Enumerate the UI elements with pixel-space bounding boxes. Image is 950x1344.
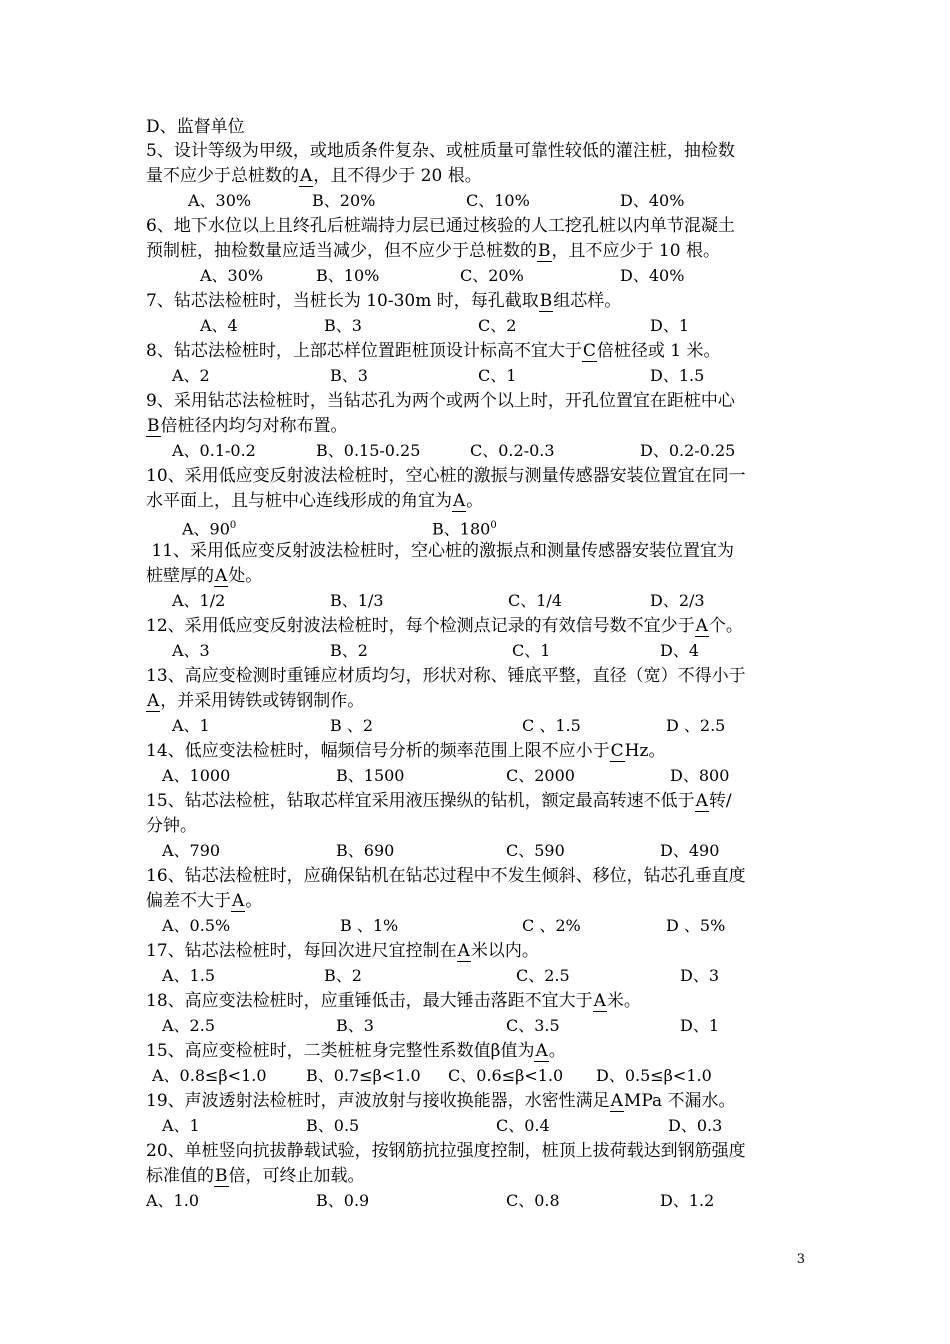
answer-mark: A	[593, 991, 606, 1011]
option-c: C、20%	[460, 266, 524, 285]
option-c: C、10%	[466, 191, 530, 210]
option-b: B、10%	[316, 266, 380, 285]
answer-mark: B	[538, 241, 551, 261]
option-b: B 、2	[330, 716, 374, 735]
option-a: A、1.0	[146, 1191, 200, 1210]
option-c: C、2000	[506, 766, 575, 785]
degree-mark: 0	[490, 520, 497, 531]
answer-mark: A	[610, 1091, 623, 1111]
answer-mark: C	[610, 741, 624, 761]
option-d: D、490	[660, 841, 720, 860]
option-a: A、30%	[200, 266, 264, 285]
option-c: C、2.5	[516, 966, 570, 985]
option-c: C、2	[478, 316, 517, 335]
option-a: A、1/2	[172, 591, 226, 610]
question-10-line-1: 10、采用低应变反射波法检桩时，空心桩的激振与测量传感器安装位置宜在同一	[146, 466, 746, 486]
option-c: C、1	[478, 366, 517, 385]
option-b: B、0.7≤β<1.0	[306, 1066, 421, 1085]
option-a: A、1000	[162, 766, 231, 785]
answer-mark: B	[539, 291, 553, 311]
option-c: C、0.4	[496, 1116, 550, 1135]
question-13-line-1: 13、高应变检测时重锤应材质均匀，形状对称、锤底平整，直径（宽）不得小于	[146, 666, 746, 686]
option-c: C 、1.5	[522, 716, 581, 735]
option-b: B、1/3	[330, 591, 384, 610]
option-d: D、4	[660, 641, 700, 660]
option-b: B、$180^0$	[432, 519, 497, 539]
option-a: A、2.5	[162, 1016, 216, 1035]
option-a: A、2	[172, 366, 210, 385]
option-a: A、$90^0$	[182, 519, 237, 539]
option-c: C、1	[512, 641, 551, 660]
option-d: D、40%	[620, 266, 685, 285]
option-a: A、1	[162, 1116, 200, 1135]
answer-mark: B	[147, 416, 160, 436]
question-20-line-1: 20、单桩竖向抗拔静载试验，按钢筋抗拉强度控制，桩顶上拔荷载达到钢筋强度	[146, 1141, 746, 1161]
option-b: B、20%	[312, 191, 376, 210]
question-6-line-2: 预制桩，抽检数量应适当减少，但不应少于总桩数的B，且不应少于 10 根。	[146, 241, 720, 261]
option-a: A、30%	[188, 191, 252, 210]
question-14-line-1: 14、低应变法检桩时，幅频信号分析的频率范围上限不应小于CHz。	[146, 741, 666, 761]
answer-mark: A	[453, 491, 466, 511]
question-20-line-2: 标准值的B倍，可终止加载。	[146, 1166, 365, 1186]
answer-mark: A	[695, 616, 708, 636]
question-15-line-1: 15、钻芯法检桩，钻取芯样宜采用液压操纵的钻机，额定最高转速不低于A转/	[146, 791, 732, 811]
option-a: A、0.1-0.2	[172, 441, 256, 460]
option-d: D、800	[670, 766, 730, 785]
option-b: B、0.9	[316, 1191, 370, 1210]
option-b: B、0.15-0.25	[316, 441, 421, 460]
option-a: A、0.5%	[162, 916, 231, 935]
question-6-line-1: 6、地下水位以上且终孔后桩端持力层已通过核验的人工挖孔桩以内单节混凝土	[146, 216, 735, 236]
option-d: D 、5%	[666, 916, 726, 935]
question-11-line-2: 桩壁厚的A处。	[146, 566, 263, 586]
option-c: C、0.2-0.3	[470, 441, 555, 460]
option-b: B 、1%	[340, 916, 399, 935]
option-b: B、2	[330, 641, 368, 660]
option-b: B、2	[324, 966, 362, 985]
option-d: D 、2.5	[666, 716, 726, 735]
option-d: D、1	[650, 316, 690, 335]
option-a: A、0.8≤β<1.0	[152, 1066, 267, 1085]
question-13-line-2: A，并采用铸铁或铸钢制作。	[147, 691, 365, 711]
option-b: B、3	[336, 1016, 374, 1035]
question-5-line-2: 量不应少于总桩数的A，且不得少于 20 根。	[146, 166, 482, 186]
question-12-line-1: 12、采用低应变反射波法检桩时，每个检测点记录的有效信号数不宜少于A个。	[146, 616, 743, 636]
answer-mark: C	[582, 341, 596, 361]
option-a: A、1.5	[162, 966, 216, 985]
question-8-line-1: 8、钻芯法检桩时，上部芯样位置距桩顶设计标高不宜大于C倍桩径或 1 米。	[146, 341, 721, 361]
option-d: D、3	[680, 966, 720, 985]
option-b: B、3	[330, 366, 368, 385]
question-11-line-1: 11、采用低应变反射波法检桩时，空心桩的激振点和测量传感器安装位置宜为	[146, 541, 735, 561]
option-d: D、0.5≤β<1.0	[596, 1066, 712, 1085]
option-b: B、0.5	[306, 1116, 360, 1135]
option-d: D、0.3	[668, 1116, 723, 1135]
answer-mark: A	[457, 941, 470, 961]
question-16-line-2: 偏差不大于A。	[146, 891, 263, 911]
option-d: D、2/3	[650, 591, 705, 610]
option-d: D、0.2-0.25	[640, 441, 736, 460]
option-a: A、1	[172, 716, 210, 735]
option-d: D、1	[680, 1016, 720, 1035]
answer-mark: A	[147, 691, 160, 711]
answer-mark: A	[695, 791, 708, 811]
question-16-line-1: 16、钻芯法检桩时，应确保钻机在钻芯过程中不发生倾斜、移位，钻芯孔垂直度	[146, 866, 746, 886]
option-d: D、1.2	[660, 1191, 715, 1210]
option-c: C、3.5	[506, 1016, 560, 1035]
option-c: C、0.8	[506, 1191, 560, 1210]
question-7-line-1: 7、钻芯法检桩时，当桩长为 10-30m 时，每孔截取B组芯样。	[146, 291, 622, 311]
question-5-line-1: 5、设计等级为甲级，或地质条件复杂、或桩质量可靠性较低的灌注桩，抽检数	[146, 141, 735, 161]
option-c: C、0.6≤β<1.0	[448, 1066, 564, 1085]
question-10-line-2: 水平面上，且与桩中心连线形成的角宜为A。	[146, 491, 484, 511]
option-b: B、1500	[336, 766, 405, 785]
option-a: A、790	[162, 841, 221, 860]
question-15-line-2: 分钟。	[146, 816, 197, 836]
answer-mark: A	[215, 566, 228, 586]
question-15b-line-1: 15、高应变检桩时，二类桩桩身完整性系数值β值为A。	[146, 1041, 566, 1061]
option-d: D、1.5	[650, 366, 705, 385]
answer-mark: A	[232, 891, 245, 911]
answer-mark: B	[215, 1166, 228, 1186]
question-19-line-1: 19、声波透射法检桩时，声波放射与接收换能器，水密性满足AMPa 不漏水。	[146, 1091, 736, 1111]
option-c: C、590	[506, 841, 565, 860]
answer-mark: A	[300, 166, 313, 186]
option-a: A、3	[172, 641, 210, 660]
answer-mark: A	[535, 1041, 548, 1061]
question-17-line-1: 17、钻芯法检桩时，每回次进尺宜控制在A米以内。	[146, 941, 539, 961]
question-9-line-1: 9、采用钻芯法检桩时，当钻芯孔为两个或两个以上时，开孔位置宜在距桩中心	[146, 391, 735, 411]
page-number: 3	[796, 1252, 805, 1267]
option-d: D、40%	[620, 191, 685, 210]
line-top: D、监督单位	[146, 117, 245, 137]
question-9-line-2: B倍桩径内均匀对称布置。	[147, 416, 348, 436]
option-c: C 、2%	[522, 916, 581, 935]
degree-mark: 0	[229, 520, 237, 531]
question-18-line-1: 18、高应变法检桩时，应重锤低击，最大锤击落距不宜大于A米。	[146, 991, 641, 1011]
option-a: A、4	[200, 316, 238, 335]
option-c: C、1/4	[508, 591, 562, 610]
option-b: B、690	[336, 841, 395, 860]
option-b: B、3	[324, 316, 362, 335]
